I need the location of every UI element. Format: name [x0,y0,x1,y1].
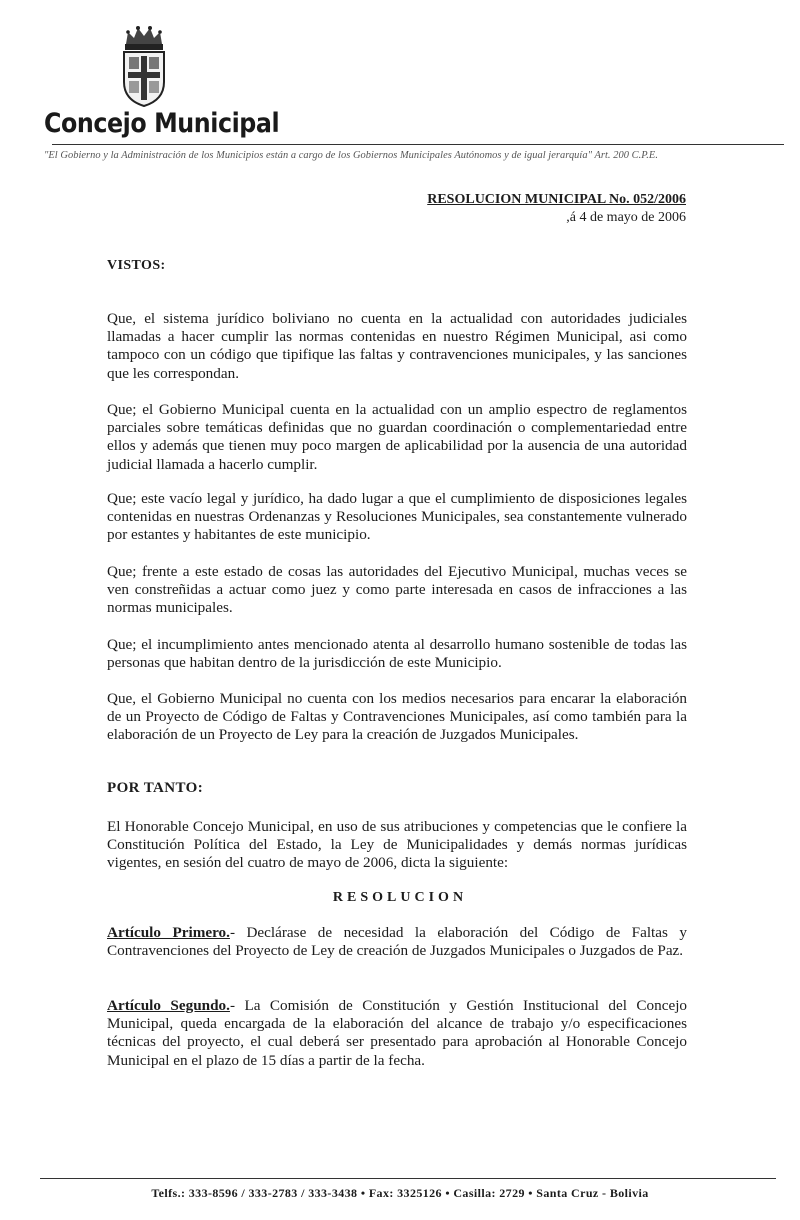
motto-quote: "El Gobierno y la Administración de los Municipios están a cargo de los Gobiernos Municipales Autónomos y de igual jerarquía" Art. 200 C.P.E. [44,150,658,161]
organization-name: Concejo Municipal [44,108,280,139]
article-second-label: Artículo Segundo. [107,997,230,1014]
vistos-paragraph: Que, el sistema jurídico boliviano no cuenta en la actualidad con autoridades judiciales llamadas a hacer cumplir las normas contenidas en nuestro Régimen Municipal, asi como tampoco con un código que tipifique las faltas y contravenciones municipales, y las sanciones que les correspondan. [107,310,687,382]
article-first [107,924,687,960]
article-first-label: Artículo Primero. [107,924,230,941]
por-tanto-paragraph: El Honorable Concejo Municipal, en uso de sus atribuciones y competencias que le confiere la Constitución Política del Estado, la Ley de Municipalidades y demás normas jurídicas vigentes, en sesión del cuatro de mayo de 2006, dicta la siguiente: [107,818,687,872]
footer-contact: Telfs.: 333-8596 / 333-2783 / 333-3438 • Fax: 3325126 • Casilla: 2729 • Santa Cruz - Bolivia [151,1186,649,1200]
vistos-paragraph: Que; frente a este estado de cosas las autoridades del Ejecutivo Municipal, muchas veces se ven constreñidas a actuar como juez y como parte interesada en casos de infracciones a las normas municipales. [107,563,687,617]
resolution-title: RESOLUCION [332,890,468,905]
coat-of-arms-icon [116,24,172,108]
header-divider [52,144,784,145]
article-second [107,997,687,1070]
vistos-paragraph: Que; el Gobierno Municipal cuenta en la actualidad con un amplio espectro de reglamentos parciales sobre temáticas definidas que no guardan coordinación o complementariedad entre ellos y además que tienen muy poco margen de aplicabilidad por la ausencia de una autoridad judicial llamada a hacerlo cumplir. [107,401,687,473]
resolution-number: RESOLUCION MUNICIPAL No. 052/2006 [427,192,686,207]
resolution-date: ,á 4 de mayo de 2006 [566,210,686,225]
vistos-paragraph: Que; el incumplimiento antes mencionado atenta al desarrollo humano sostenible de todas las personas que habitan dentro de la jurisdicción de este Municipio. [107,636,687,672]
footer-divider [40,1178,776,1179]
por-tanto-heading: POR TANTO: [107,780,204,796]
vistos-heading: VISTOS: [107,258,166,273]
article-second-text: - La Comisión de Constitución y Gestión Institucional del Concejo Municipal, queda encargada de la elaboración del alcance de trabajo y/o especificaciones técnicas del proyecto, el cual deberá ser presentado para aprobación al Honorable Concejo Municipal en el plazo de 15 días a partir de la fecha. [107,997,688,1069]
vistos-paragraph: Que; este vacío legal y jurídico, ha dado lugar a que el cumplimiento de disposiciones legales contenidas en nuestras Ordenanzas y Resoluciones Municipales, sea constantemente vulnerado por estantes y habitantes de este municipio. [107,490,687,544]
article-first-text: - Declárase de necesidad la elaboración del Código de Faltas y Contravenciones del Proyecto de Ley de creación de Juzgados Municipales o Juzgados de Paz. [107,924,687,960]
vistos-paragraph: Que, el Gobierno Municipal no cuenta con los medios necesarios para encarar la elaboración de un Proyecto de Código de Faltas y Contravenciones Municipales, así como también para la elaboración de un Proyecto de Ley para la creación de Juzgados Municipales. [107,690,687,744]
